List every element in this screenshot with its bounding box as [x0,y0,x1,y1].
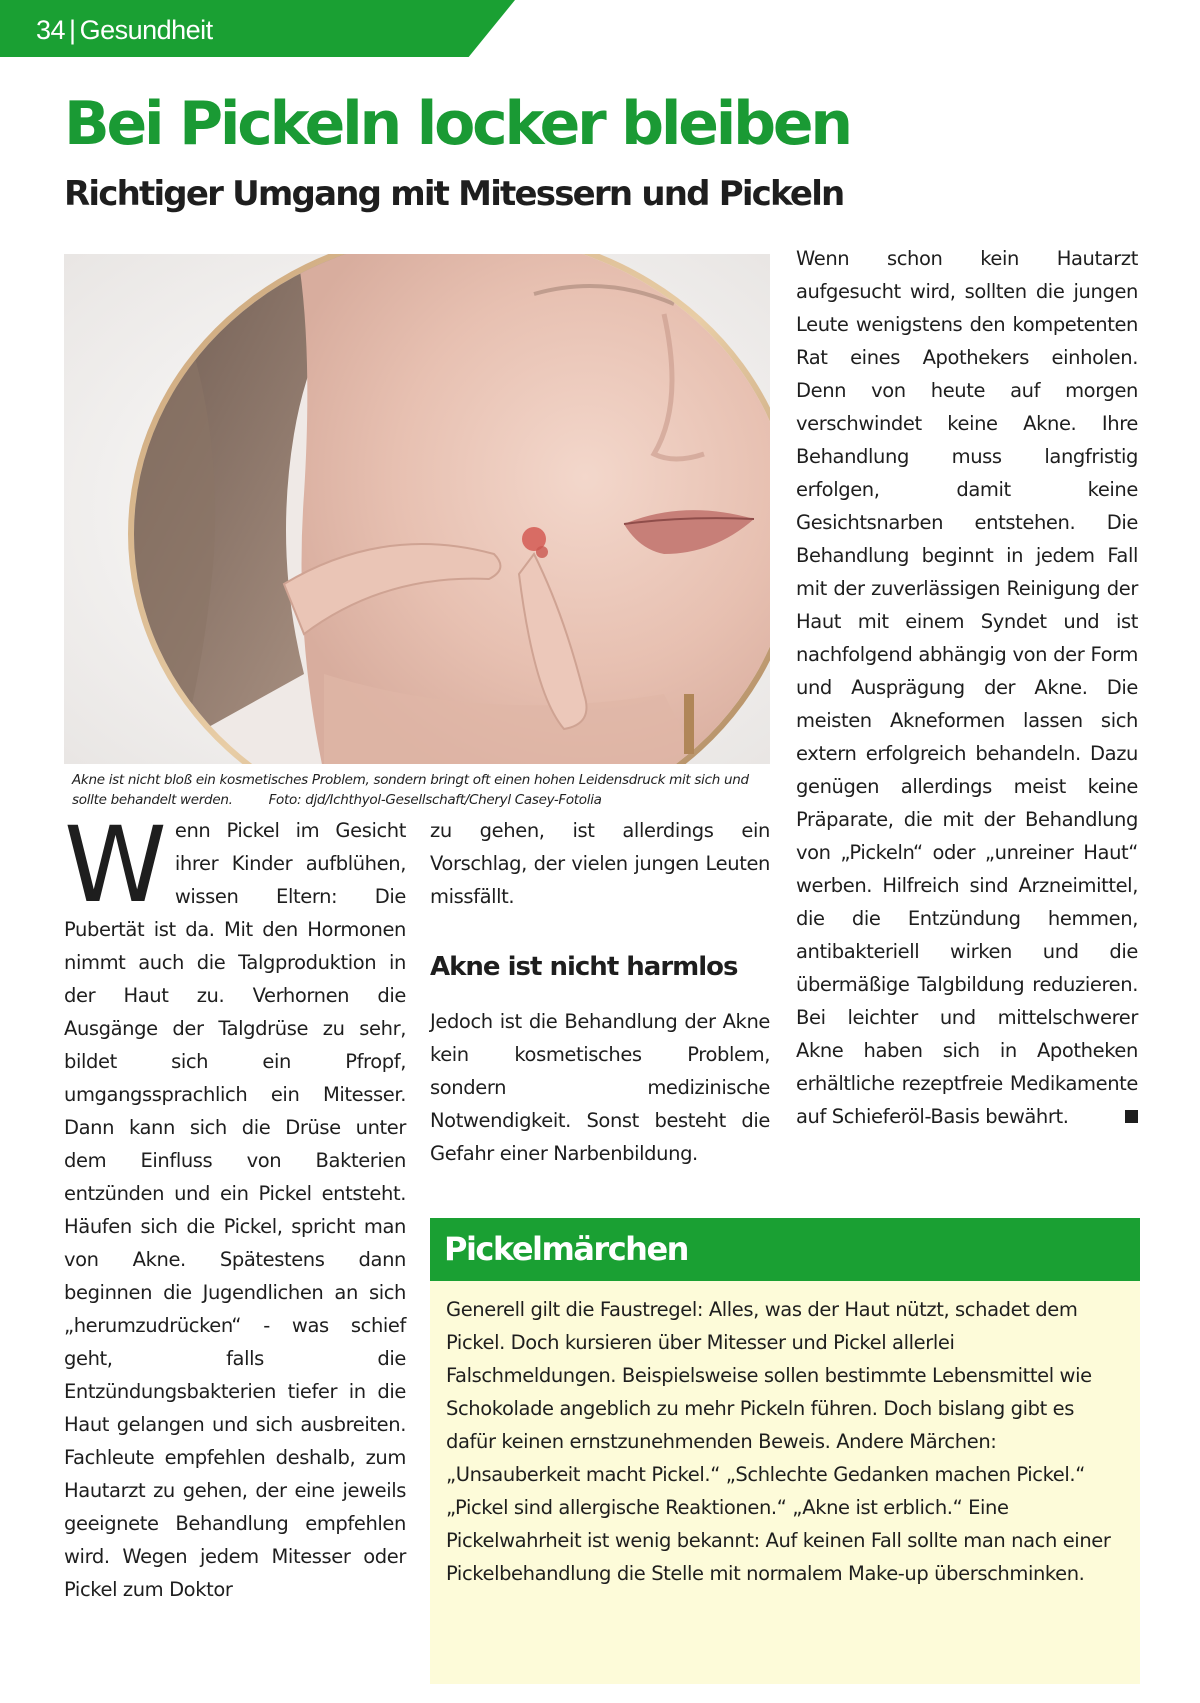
info-box-text: Generell gilt die Faustregel: Alles, was der Haut nützt, schadet dem Pickel. Doch kursieren über Mitesser und Pickel allerlei Falschmeldungen. Beispielsweise sollen bestimmte Lebensmittel wie Schokolade angeblich zu mehr Pickeln führen. Doch bislang gibt es dafür keinen ernstzunehmenden Beweis. Andere Märchen: „Unsauberkeit macht Pickel.“ „Schlechte Gedanken machen Pickel.“ „Pickel sind allergische Reaktionen.“ „Akne ist erblich.“ Eine Pickelwahrheit ist wenig bekannt: Auf keinen Fall sollte man nach einer Pickelbehandlung die Stelle mit normalem Make-up überschminken. [446,1298,1111,1585]
column-3-text: Wenn schon kein Hautarzt aufgesucht wird, sollten die jungen Leute wenigstens den kompetenten Rat eines Apothekers einholen. Denn von heute auf morgen verschwindet keine Akne. Ihre Behandlung muss langfristig erfolgen, damit keine Gesichtsnarben entstehen. Die Behandlung beginnt in jedem Fall mit der zuverlässigen Reinigung der Haut mit einem Syndet und ist nachfolgend abhängig von der Form und Ausprägung der Akne. Die meisten Akneformen lassen sich extern erfolgreich behandeln. Dazu genügen allerdings meist keine Präparate, die mit der Behandlung von „Pickeln“ oder „unreiner Haut“ werben. Hilfreich sind Arzneimittel, die die Entzündung hemmen, antibakteriell wirken und die übermäßige Talgbildung reduzieren. Bei leichter und mittelschwerer Akne haben sich in Apotheken erhältliche rezeptfreie Medikamente auf Schieferöl-Basis bewährt. [796,247,1138,1128]
photo-credit: Foto: djd/Ichthyol-Gesellschaft/Cheryl Casey-Fotolia [268,792,602,808]
article-column-1 [64,804,406,1606]
page-number: 34 [36,15,66,45]
article-column-3 [796,242,1138,1133]
column-1-text: enn Pickel im Gesicht ihrer Kinder aufblühen, wissen Eltern: Die Pubertät ist da. Mit den Hormonen nimmt auch die Talgproduktion in der Haut zu. Verhornen die Ausgänge der Talgdrüse zu sehr, bildet sich ein Pfropf, umgangssprachlich ein Mitesser. Dann kann sich die Drüse unter dem Einfluss von Bakterien entzünden und ein Pickel entsteht. Häufen sich die Pickel, spricht man von Akne. Spätestens dann beginnen die Jugendlichen an sich „herumzudrücken“ - was schief geht, falls die Entzündungsbakterien tiefer in die Haut gelangen und sich ausbreiten. Fachleute empfehlen deshalb, zum Hautarzt zu gehen, der eine jeweils geeignete Behandlung empfehlen wird. Wegen jedem Mitesser oder Pickel zum Doktor [64,819,406,1601]
article-photo [64,254,770,764]
header-separator: | [69,15,76,45]
page-header [36,10,213,50]
end-square-icon [1125,1110,1138,1123]
mirror-face-illustration [64,254,770,764]
info-box [430,1218,1140,1684]
drop-cap: W [64,804,165,926]
column-2-text-a: zu gehen, ist allerdings ein Vorschlag, der vielen jungen Leuten missfällt. [430,819,770,908]
column-2-text-b: Jedoch ist die Behandlung der Akne kein kosmetisches Problem, sondern medizinische Notwendigkeit. Sonst besteht die Gefahr einer Narbenbildung. [430,1010,770,1165]
article-title: Bei Pickeln locker bleiben [64,89,850,159]
section-name: Gesundheit [79,15,213,45]
article-column-2 [430,814,770,1170]
info-box-title: Pickelmärchen [430,1218,1140,1281]
article-subtitle: Richtiger Umgang mit Mitessern und Pickeln [64,174,844,214]
section-subheading: Akne ist nicht harmlos [430,952,738,982]
photo-caption [72,770,772,810]
caption-text: Akne ist nicht bloß ein kosmetisches Problem, sondern bringt oft einen hohen Leidensdruck mit sich und sollte behandelt werden. [72,772,749,808]
